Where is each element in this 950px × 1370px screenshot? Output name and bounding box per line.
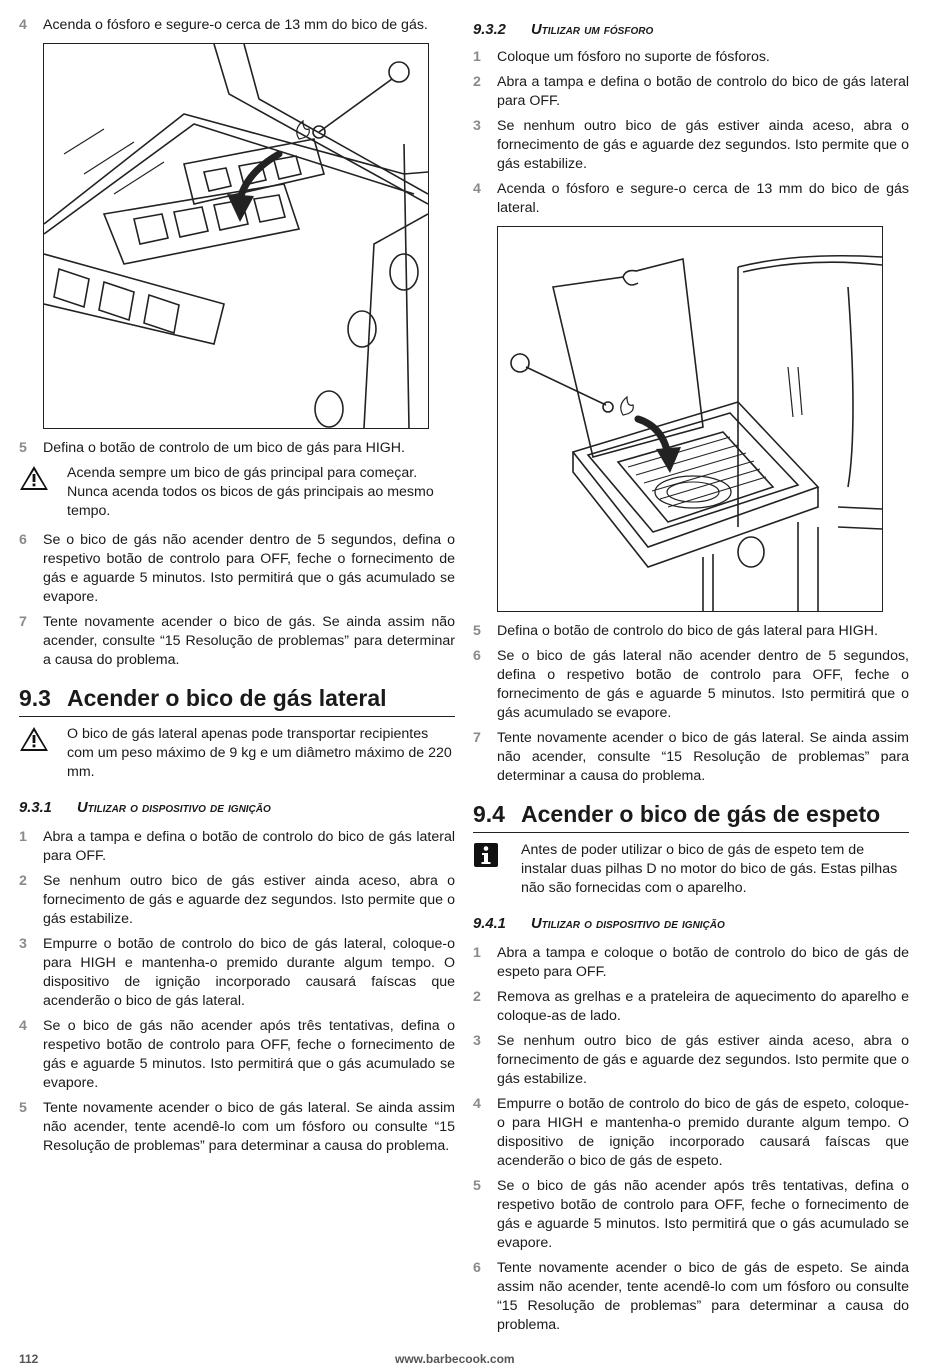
step-number: 3	[473, 1033, 481, 1049]
step-number: 7	[473, 730, 481, 746]
step-number: 3	[473, 118, 481, 134]
info-text: Antes de poder utilizar o bico de gás de espeto tem de instalar duas pilhas D no motor do bico de gás. Estas pilhas não são fornecidas com o aparelho.	[521, 842, 898, 896]
footer-url: www.barbecook.com	[395, 1352, 515, 1366]
step-item	[473, 1095, 909, 1171]
step-number: 6	[473, 648, 481, 664]
section-number: 9.4	[473, 801, 505, 827]
subsection-heading	[473, 914, 909, 934]
step-number: 3	[19, 936, 27, 952]
main-burner-illustration	[43, 43, 429, 429]
info-note	[473, 841, 909, 898]
step-number: 5	[473, 1178, 481, 1194]
step-text: Se nenhum outro bico de gás estiver ainda aceso, abra o fornecimento de gás e aguarde dez segundos. Isto permite que o gás estabilize.	[497, 1033, 909, 1087]
subsection-number: 9.4.1	[473, 916, 506, 932]
section-number: 9.3	[19, 685, 51, 711]
step-item	[19, 531, 455, 607]
step-text: Tente novamente acender o bico de gás lateral. Se ainda assim não acender, tente acendê-lo com um fósforo ou consulte “15 Resolução de problemas” para determinar a causa do problema.	[43, 1100, 455, 1154]
warning-note	[19, 725, 455, 782]
subsection-heading	[473, 20, 909, 40]
step-item	[473, 48, 909, 67]
step-text: Tente novamente acender o bico de gás. Se ainda assim não acender, consulte “15 Resolução de problemas” para determinar a causa do problema.	[43, 614, 455, 668]
step-text: Abra a tampa e defina o botão de controlo do bico de gás lateral para OFF.	[43, 829, 455, 864]
subsection-title: Utilizar o dispositivo de ignição	[531, 916, 725, 932]
step-item	[473, 1259, 909, 1335]
steps-list-932	[473, 48, 909, 218]
warning-text: O bico de gás lateral apenas pode transportar recipientes com um peso máximo de 9 kg e um diâmetro máximo de 220 mm.	[67, 726, 452, 780]
subsection-number: 9.3.1	[19, 800, 52, 816]
step-number: 4	[19, 17, 27, 33]
step-number: 4	[473, 181, 481, 197]
subsection-title: Utilizar o dispositivo de ignição	[77, 800, 271, 816]
step-text: Se o bico de gás não acender após três tentativas, defina o respetivo botão de controlo para OFF, feche o fornecimento de gás e aguarde 5 minutos. Isto permitirá que o gás acumulado se evapore.	[497, 1178, 909, 1251]
step-number: 5	[473, 623, 481, 639]
step-item	[19, 872, 455, 929]
step-item	[473, 1032, 909, 1089]
step-number: 7	[19, 614, 27, 630]
section-heading	[19, 684, 455, 717]
steps-list-941	[473, 944, 909, 1335]
step-item	[19, 439, 455, 458]
section-heading	[473, 800, 909, 833]
step-item	[473, 944, 909, 982]
step-item	[19, 935, 455, 1011]
step-text: Se o bico de gás lateral não acender dentro de 5 segundos, defina o respetivo botão de controlo para OFF, feche o fornecimento de gás e aguarde 5 minutos. Isto permitirá que o gás acumulado se evapore.	[497, 648, 909, 721]
warning-note	[19, 464, 455, 521]
step-item	[19, 828, 455, 866]
step-number: 4	[19, 1018, 27, 1034]
step-item	[19, 613, 455, 670]
info-icon	[473, 841, 521, 898]
page-number: 112	[19, 1352, 39, 1366]
step-number: 2	[19, 873, 27, 889]
step-item	[473, 729, 909, 786]
step-number: 6	[19, 532, 27, 548]
side-burner-illustration	[497, 226, 883, 612]
step-item	[473, 1177, 909, 1253]
step-text: Empurre o botão de controlo do bico de gás lateral, coloque-o para HIGH e mantenha-o premido durante algum tempo. O dispositivo de ignição incorporado causará faíscas que acenderão o bico de gás lateral.	[43, 936, 455, 1009]
warning-text: Acenda sempre um bico de gás principal para começar. Nunca acenda todos os bicos de gás principais ao mesmo tempo.	[67, 465, 434, 519]
left-column	[19, 16, 455, 1162]
step-item	[473, 180, 909, 218]
step-number: 4	[473, 1096, 481, 1112]
subsection-title: Utilizar um fósforo	[531, 22, 654, 38]
step-number: 5	[19, 440, 27, 456]
step-number: 5	[19, 1100, 27, 1116]
section-title: Acender o bico de gás de espeto	[521, 801, 881, 827]
step-text: Coloque um fósforo no suporte de fósforos.	[497, 49, 770, 65]
step-text: Acenda o fósforo e segure-o cerca de 13 mm do bico de gás lateral.	[497, 181, 909, 216]
subsection-heading	[19, 798, 455, 818]
step-text: Empurre o botão de controlo do bico de gás de espeto, coloque-o para HIGH e mantenha-o premido durante algum tempo. O dispositivo de ignição incorporado causará faíscas que acenderão o bico de gás de espeto.	[497, 1096, 909, 1169]
step-item	[19, 16, 455, 35]
steps-list-931	[19, 828, 455, 1156]
step-text: Defina o botão de controlo do bico de gás lateral para HIGH.	[497, 623, 878, 639]
step-text: Abra a tampa e defina o botão de controlo do bico de gás lateral para OFF.	[497, 74, 909, 109]
step-item	[473, 988, 909, 1026]
step-number: 1	[473, 945, 481, 961]
step-item	[473, 117, 909, 174]
right-column	[473, 16, 909, 1341]
step-item	[19, 1099, 455, 1156]
step-text: Remova as grelhas e a prateleira de aquecimento do aparelho e coloque-as de lado.	[497, 989, 909, 1024]
step-text: Se nenhum outro bico de gás estiver ainda aceso, abra o fornecimento de gás e aguarde dez segundos. Isto permite que o gás estabilize.	[43, 873, 455, 927]
subsection-number: 9.3.2	[473, 22, 506, 38]
step-item	[473, 622, 909, 641]
step-number: 2	[473, 989, 481, 1005]
step-number: 1	[19, 829, 27, 845]
step-number: 2	[473, 74, 481, 90]
section-title: Acender o bico de gás lateral	[67, 685, 387, 711]
step-text: Acenda o fósforo e segure-o cerca de 13 mm do bico de gás.	[43, 17, 428, 33]
step-item	[473, 647, 909, 723]
step-number: 1	[473, 49, 481, 65]
step-text: Defina o botão de controlo de um bico de gás para HIGH.	[43, 440, 405, 456]
step-text: Se nenhum outro bico de gás estiver ainda aceso, abra o fornecimento de gás e aguarde dez segundos. Isto permite que o gás estabilize.	[497, 118, 909, 172]
step-text: Se o bico de gás não acender dentro de 5 segundos, defina o respetivo botão de controlo para OFF, feche o fornecimento de gás e aguarde 5 minutos. Isto permitirá que o gás acumulado se evapore.	[43, 532, 455, 605]
step-item	[19, 1017, 455, 1093]
step-text: Tente novamente acender o bico de gás de espeto. Se ainda assim não acender, tente acendê-lo com um fósforo ou consulte “15 Resolução de problemas” para determinar a causa do problema.	[497, 1260, 909, 1333]
step-item	[473, 73, 909, 111]
warning-triangle-icon	[19, 725, 67, 782]
warning-triangle-icon	[19, 464, 67, 521]
step-text: Abra a tampa e coloque o botão de controlo do bico de gás de espeto para OFF.	[497, 945, 909, 980]
steps-list-932-cont	[473, 622, 909, 786]
step-number: 6	[473, 1260, 481, 1276]
step-text: Se o bico de gás não acender após três tentativas, defina o respetivo botão de controlo para OFF, feche o fornecimento de gás e aguarde 5 minutos. Isto permitirá que o gás acumulado se evapore.	[43, 1018, 455, 1091]
step-text: Tente novamente acender o bico de gás lateral. Se ainda assim não acender, consulte “15 Resolução de problemas” para determinar a causa do problema.	[497, 730, 909, 784]
